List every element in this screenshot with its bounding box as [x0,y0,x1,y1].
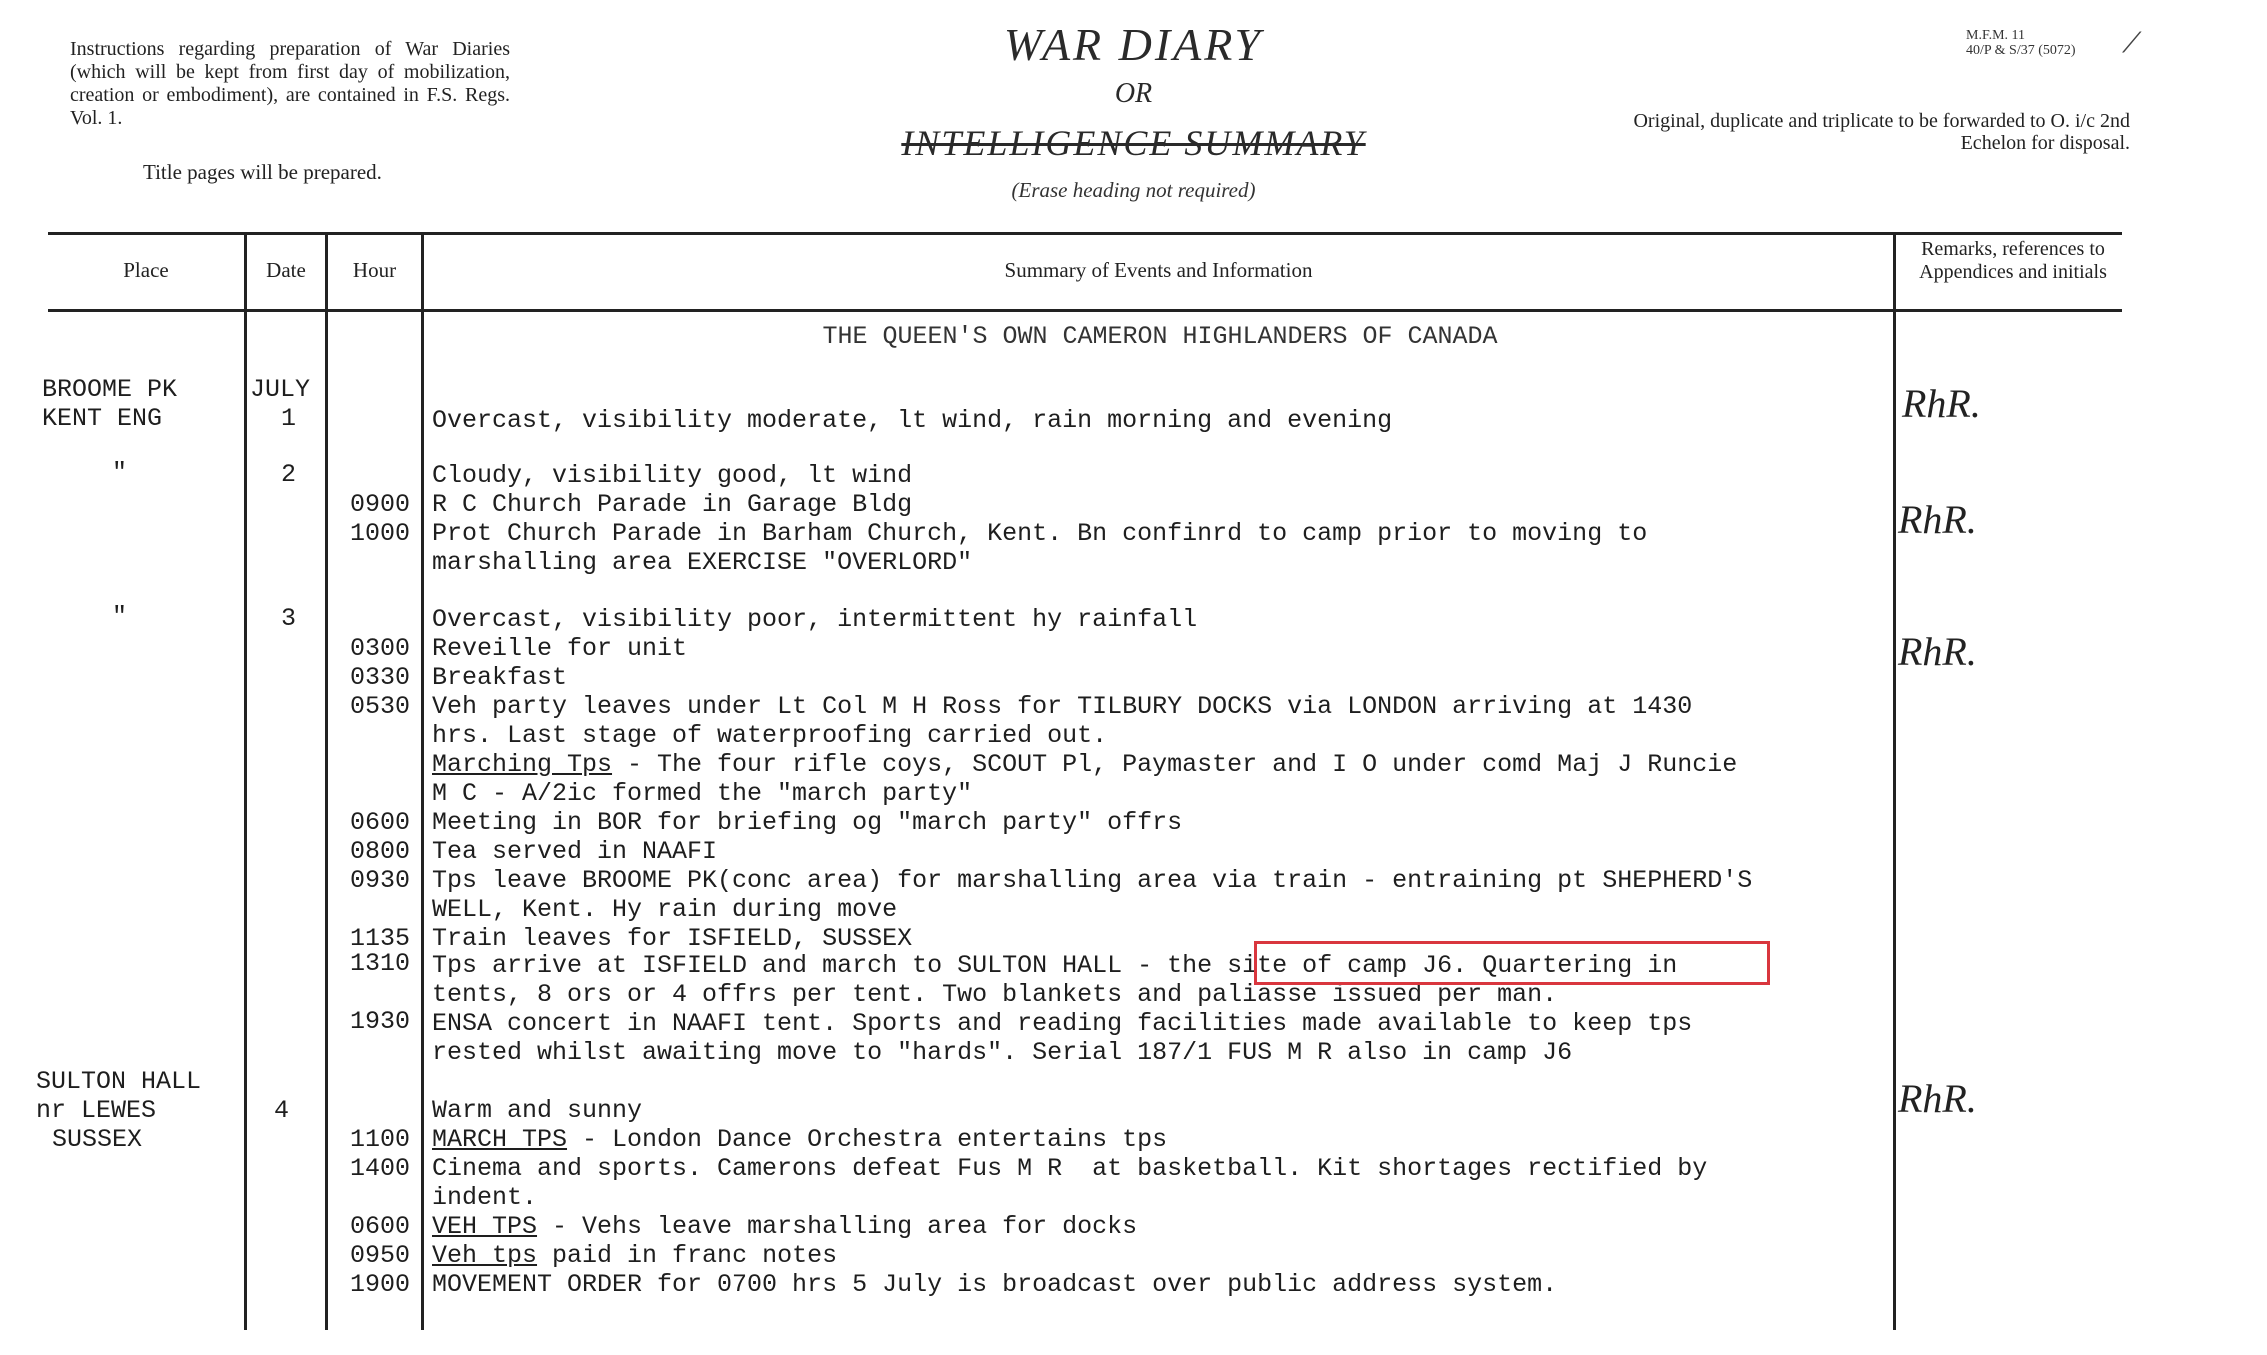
underlined-heading: Marching Tps [432,750,613,779]
entry-hour: 1900 [349,1270,410,1299]
place-kent-eng: KENT ENG [42,404,163,433]
entry-text: Overcast, visibility moderate, lt wind, rain morning and evening [432,406,1393,435]
title-pages-note: Title pages will be prepared. [143,160,382,184]
intelligence-summary-text: INTELLIGENCE SUMMARY [901,123,1366,163]
place-broome-pk: BROOME PK [42,375,178,404]
entry-hour: 1930 [349,1007,410,1036]
unit-title: THE QUEEN'S OWN CAMERON HIGHLANDERS OF CANADA [822,322,1498,351]
entry-text: indent. [432,1183,538,1212]
title-or: OR [1114,78,1153,109]
col-header-remarks: Remarks, references to Appendices and initials [1919,238,2107,283]
ditto-mark: " [112,602,128,631]
entry-text: hrs. Last stage of waterproofing carried out. [432,721,1108,750]
date-day-4: 4 [274,1096,290,1125]
entry-hour: 0530 [349,692,410,721]
entry-text-rest: paid in franc notes [537,1241,838,1270]
initials-day-2: RhR. [1898,497,1977,542]
initials-day-4: RhR. [1898,1076,1977,1121]
entry-text-rest: - Vehs leave marshalling area for docks [537,1212,1138,1241]
entry-text: Tea served in NAAFI [432,837,718,866]
col-header-summary: Summary of Events and Information [1004,258,1313,282]
entry-hour: 1135 [349,924,410,953]
entry-text: Veh party leaves under Lt Col M H Ross for TILBURY DOCKS via LONDON arriving at 1430 [432,692,1693,721]
entry-hour: 0930 [349,866,410,895]
initials-day-1: RhR. [1902,381,1981,426]
date-day-2: 2 [281,460,297,489]
date-month: JULY [250,375,311,404]
underlined-heading: Veh tps [432,1241,538,1270]
entry-text: Meeting in BOR for briefing og "march party" offrs [432,808,1183,837]
entry-text: Train leaves for ISFIELD, SUSSEX [432,924,913,953]
entry-text-part: Quartering in [1467,951,1678,980]
entry-text [432,1213,1137,1241]
entry-hour: 1100 [349,1125,410,1154]
col-header-place: Place [123,258,169,282]
corner-mark-icon: ⟋ [2122,28,2142,59]
entry-text: rested whilst awaiting move to "hards". Serial 187/1 FUS M R also in camp J6 [432,1038,1573,1067]
erase-note: (Erase heading not required) [1011,178,1256,202]
entry-text: MOVEMENT ORDER for 0700 hrs 5 July is broadcast over public address system. [432,1270,1558,1299]
entry-hour: 0600 [349,1212,410,1241]
col-divider-hour [421,235,424,1330]
entry-text: Warm and sunny [432,1096,643,1125]
place-sussex: SUSSEX [52,1125,143,1154]
col-divider-summary [1893,235,1896,1330]
form-code [1966,28,2076,58]
place-nr-lewes: nr LEWES [36,1096,157,1125]
entry-text [432,751,1737,779]
entry-text: R C Church Parade in Garage Bldg [432,490,913,519]
col-header-hour: Hour [352,258,397,282]
underlined-heading: VEH TPS [432,1212,538,1241]
entry-hour: 0600 [349,808,410,837]
entry-text: WELL, Kent. Hy rain during move [432,895,898,924]
col-divider-place [244,235,247,1330]
date-day-3: 3 [281,604,297,633]
entry-hour: 0300 [349,634,410,663]
entry-hour: 0330 [349,663,410,692]
entry-text: Prot Church Parade in Barham Church, Kent. Bn confinrd to camp prior to moving to [432,519,1648,548]
page-title: WAR DIARY [1003,19,1264,70]
highlighted-text: the site of camp J6. [1167,951,1468,980]
date-day-1: 1 [281,404,297,433]
entry-text: Breakfast [432,663,568,692]
entry-text [432,1242,837,1270]
entry-text: marshalling area EXERCISE "OVERLORD" [432,548,973,577]
entry-text: Reveille for unit [432,634,688,663]
entry-hour: 1310 [349,949,410,978]
entry-text: tents, 8 ors or 4 offrs per tent. Two blankets and paliasse issued per man. [432,980,1558,1009]
entry-hour: 1000 [349,519,410,548]
ditto-mark: " [112,458,128,487]
entry-text-rest: - The four rifle coys, SCOUT Pl, Paymaster and I O under comd Maj J Runcie [612,750,1738,779]
entry-text: M C - A/2ic formed the "march party" [432,779,973,808]
distribution-note: Original, duplicate and triplicate to be forwarded to O. i/c 2nd Echelon for disposal. [1633,110,2130,154]
underlined-heading: MARCH TPS [432,1125,568,1154]
entry-hour: 0950 [349,1241,410,1270]
entry-hour: 0800 [349,837,410,866]
entry-text-part: Tps arrive at ISFIELD and march to SULTON HALL - [432,951,1168,980]
col-header-date: Date [266,258,306,282]
entry-hour: 1400 [349,1154,410,1183]
entry-text-rest: - London Dance Orchestra entertains tps [567,1125,1168,1154]
entry-text [432,1126,1167,1154]
table-top-rule [48,232,2122,235]
entry-text: Overcast, visibility poor, intermittent hy rainfall [432,605,1198,634]
table-header-rule [48,309,2122,312]
entry-text: Cloudy, visibility good, lt wind [432,461,913,490]
col-divider-date [325,235,328,1330]
entry-text: Tps leave BROOME PK(conc area) for marshalling area via train - entraining pt SHEPHERD'S [432,866,1753,895]
initials-day-3: RhR. [1898,629,1977,674]
form-code-line1: M.F.M. 11 [1966,28,2026,43]
entry-text: ENSA concert in NAAFI tent. Sports and reading facilities made available to keep tps [432,1009,1693,1038]
highlight-box [1254,941,1770,985]
entry-text: Cinema and sports. Camerons defeat Fus M R at basketball. Kit shortages rectified by [432,1154,1708,1183]
form-code-line2: 40/P & S/37 (5072) [1966,43,2076,58]
place-sulton-hall: SULTON HALL [36,1067,202,1096]
instructions-note: Instructions regarding preparation of War Diaries (which will be kept from first day of mobilization, creation or embodiment), are contained in F.S. Regs. Vol. 1. [70,38,510,129]
entry-hour: 0900 [349,490,410,519]
